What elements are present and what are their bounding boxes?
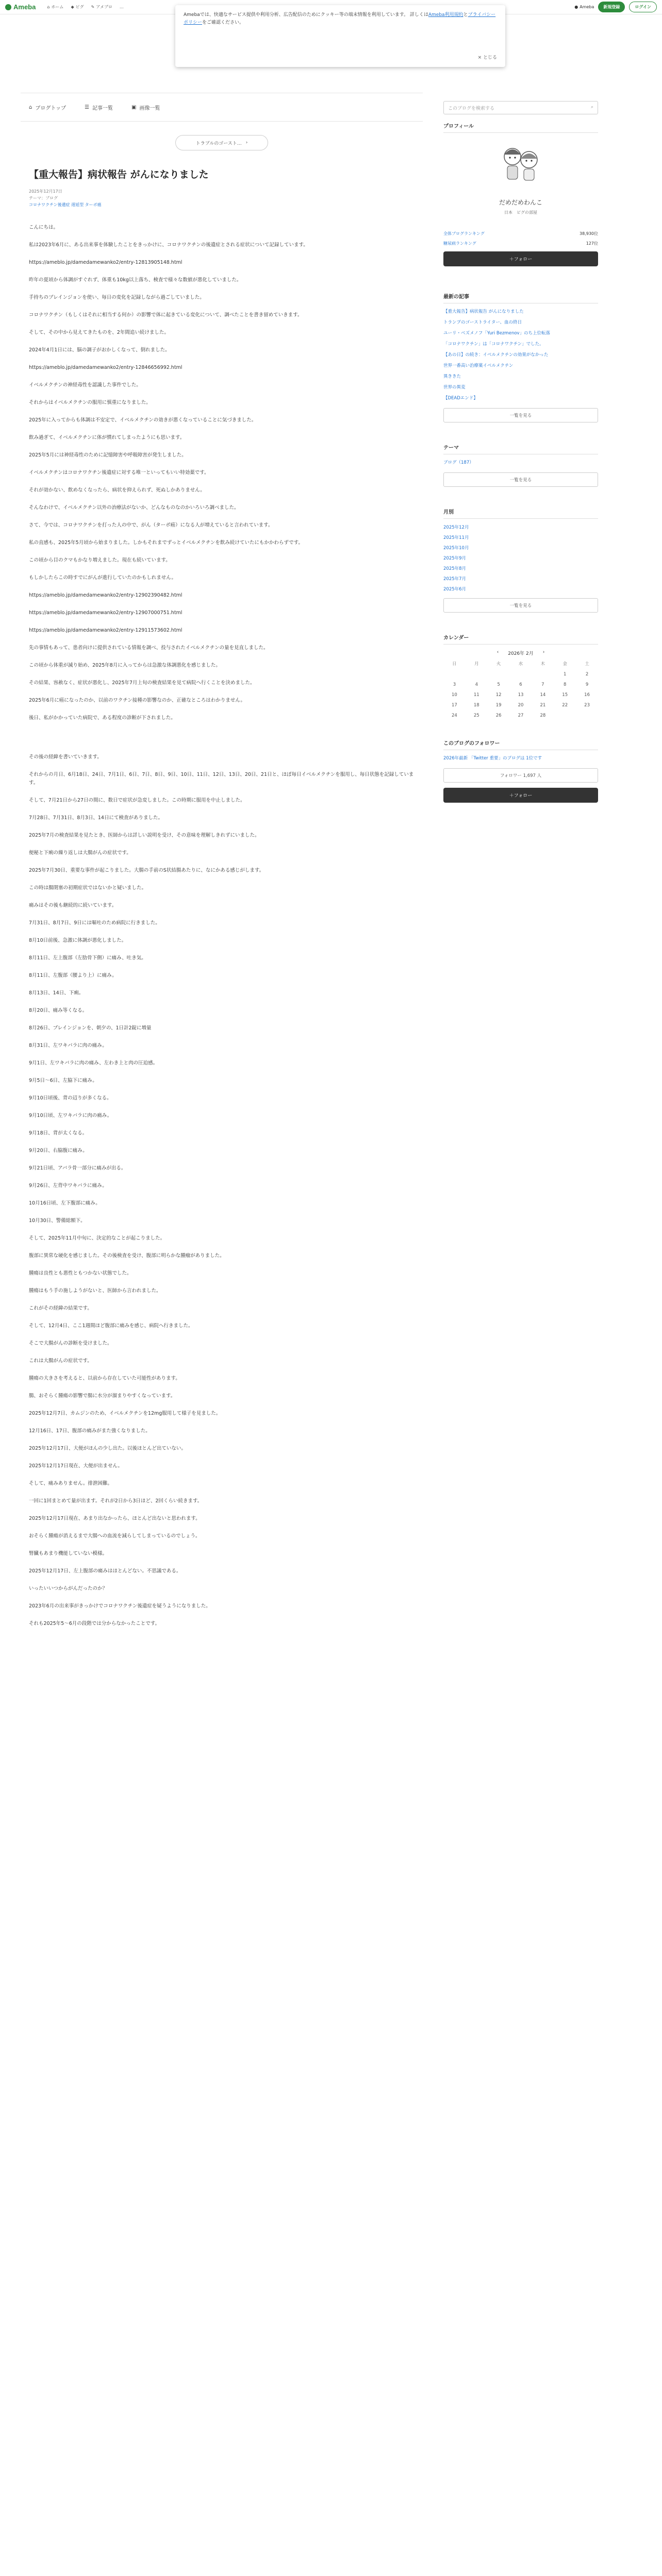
archive-month-link[interactable]: 2025年10月 <box>443 546 469 551</box>
article-paragraph: 9月20日、右脇腹に痛み。 <box>29 1148 88 1154</box>
ameba-logo-icon <box>5 4 11 10</box>
article-paragraph: これがその経緯の結果です。 <box>29 1306 92 1311</box>
archive-more-button[interactable]: 一覧を見る <box>443 598 598 613</box>
privacy-link[interactable]: プライバシーポリシー <box>184 12 496 25</box>
list-icon: ☰ <box>85 104 90 110</box>
profile-heading: プロフィール <box>443 122 598 133</box>
sidebar <box>443 122 598 803</box>
article-paragraph: 2025年6月に癌になったのか、以前のワクチン接種の影響なのか、正確なところはわかりません。 <box>29 698 245 703</box>
calendar-day[interactable]: 18 <box>473 703 479 708</box>
recent-entry-link[interactable]: トランプのゴーストライター、血の終日 <box>443 320 522 325</box>
followers-heading: このブログのフォロワー <box>443 739 598 750</box>
calendar-next-button[interactable]: › <box>542 650 545 655</box>
article-paragraph: そして、痛みありません。排泄困難。 <box>29 1481 112 1486</box>
calendar-weekday: 水 <box>518 662 523 667</box>
article-paragraph: 私は2023年6月に、ある出来事を体験したことをきっかけに、コロナワクチンの後遺症とされる症状について記録しています。 <box>29 242 308 248</box>
ameba-logo[interactable]: Ameba <box>5 3 36 11</box>
calendar-weekday: 火 <box>496 662 501 667</box>
article-paragraph: 2025年12月17日、大便がほんの少し出た。以後ほとんど出ていない。 <box>29 1446 186 1451</box>
article-paragraph: 先の事情もあって、患者向けに提供されている情報を調べ、投与されたイベルメクチンの量を見直しました。 <box>29 645 269 651</box>
signup-button[interactable]: 新規登録 <box>598 2 625 12</box>
article-paragraph: もしかしたらこの時すでにがんが進行していたのかもしれません。 <box>29 575 176 581</box>
article-paragraph: 腫瘍はもう手の施しようがないと、医師から言われました。 <box>29 1288 161 1294</box>
calendar-weekday: 月 <box>474 662 479 667</box>
search-icon[interactable]: ⌕ <box>590 105 593 110</box>
calendar-weekday: 土 <box>585 662 589 667</box>
recent-heading: 最新の記事 <box>443 292 598 303</box>
blog-nav <box>21 93 423 122</box>
article-paragraph: 2025年12月17日、左上腹部の痛みはほとんどない。不思議である。 <box>29 1568 181 1574</box>
calendar-day[interactable]: 15 <box>562 692 568 698</box>
calendar-day[interactable]: 10 <box>452 692 457 698</box>
calendar-day[interactable]: 19 <box>495 703 502 708</box>
entry-link[interactable]: https://ameblo.jp/damedamewanko2/entry-12911573602.html <box>29 628 183 633</box>
article-paragraph: 2023年6月の出来事がきっかけでコロナワクチン後遺症を疑うようになりました。 <box>29 1603 211 1609</box>
calendar-day <box>466 672 488 677</box>
calendar-weekday: 日 <box>452 662 457 667</box>
article-paragraph: この時は腸閉塞の初期症状ではないかと疑いました。 <box>29 885 147 891</box>
article-paragraph: 腸、おそらく腫瘍の影響で腸に水分が溜まりやすくなっています。 <box>29 1393 176 1399</box>
article-paragraph: おそらく腫瘍が消えるまで大腸への血流を減らしてしまっているのでしょう。 <box>29 1533 201 1539</box>
calendar-prev-button[interactable]: ‹ <box>496 650 499 655</box>
article-paragraph: この頃から体重が減り始め、2025年8月に入ってからは急激な体調悪化を感じました。 <box>29 663 221 668</box>
followers-note[interactable]: 2026年最新 「Twitter 重要」のブログは 1位です <box>443 756 542 761</box>
recent-entry-link[interactable]: 【重大報告】病状報告 がんになりました <box>443 309 524 314</box>
article-paragraph: 後日、私がかかっていた病院で、ある程度の診断が下されました。 <box>29 715 176 721</box>
calendar-day[interactable]: 2 <box>585 672 589 677</box>
calendar-day[interactable]: 4 <box>475 682 478 687</box>
article-paragraph: 2025年5月には神経毒性のために記憶障害や呼吸障害が発生しました。 <box>29 452 187 458</box>
article-paragraph: それも2025年5〜6月の段階では分からなかったことです。 <box>29 1621 160 1626</box>
cookie-close-button[interactable]: × とじる <box>477 55 497 60</box>
archive-month-link[interactable]: 2025年8月 <box>443 566 467 571</box>
recent-entry-link[interactable]: 世界の異変 <box>443 385 466 390</box>
article-paragraph: 9月21日頃、アバラ骨一部分に痛みが出る。 <box>29 1165 126 1171</box>
article-date: 2025年12月17日 <box>29 189 62 194</box>
article-paragraph: 私の直感も、2025年5月頃から始まりました。しかもそれまでずっとイベルメクチンを飲み続けていたにもかかわらずです。 <box>29 540 303 546</box>
cookie-banner: Amebaでは、快適なサービス提供や利用分析、広告配信のためにクッキー等の端末情報を利用しています。 詳しくはAmeba利用規約とプライバシーポリシーをご確認ください。 × とじる <box>175 5 505 67</box>
article-paragraph: 8月10日前後、急激に体調が悪化しました。 <box>29 938 127 943</box>
article-paragraph: 12月16日、17日、腹部の痛みがまた強くなりました。 <box>29 1428 151 1434</box>
article-paragraph: 9月10日頃、左ワキバラに肉の痛み。 <box>29 1113 112 1118</box>
calendar-day[interactable]: 17 <box>452 703 457 708</box>
entry-link[interactable]: https://ameblo.jp/damedamewanko2/entry-12846656992.html <box>29 365 183 370</box>
archive-month-link[interactable]: 2025年11月 <box>443 535 469 540</box>
article-paragraph: 10月30日、警備総額下。 <box>29 1218 86 1224</box>
calendar-day <box>510 672 532 677</box>
calendar-day[interactable]: 8 <box>564 682 567 687</box>
calendar-day[interactable]: 6 <box>519 682 522 687</box>
article-paragraph: 9月26日、左背中ワキバラに痛み。 <box>29 1183 107 1189</box>
article-paragraph: 9月1日、左ワキバラに肉の痛み、左わき上と肉の圧迫感。 <box>29 1060 158 1066</box>
header-actions <box>574 2 657 12</box>
close-icon: × <box>477 55 483 60</box>
article-paragraph: 腎臓もあまり機能していない模様。 <box>29 1551 108 1556</box>
article-paragraph: 7月28日、7月31日、8月3日、14日にて検査がありました。 <box>29 815 163 821</box>
followers-section <box>443 739 598 803</box>
article-paragraph: これは大腸がんの症状です。 <box>29 1358 92 1364</box>
article-paragraph: 7月31日、8月7日、9日には嘔吐のため病院に行きました。 <box>29 920 160 926</box>
article-paragraph: 8月20日、痛み等くなる。 <box>29 1008 88 1013</box>
article-meta <box>21 188 423 208</box>
article-paragraph: 8月11日、左腹部（腰より上）に痛み。 <box>29 973 117 978</box>
theme-nav-button[interactable]: トラブルのゴースト… › <box>175 135 268 150</box>
calendar-day[interactable]: 25 <box>473 713 479 718</box>
calendar-day[interactable]: 26 <box>495 713 502 718</box>
calendar-day[interactable]: 22 <box>562 703 568 708</box>
ameba-small-icon: ● <box>574 5 578 9</box>
calendar-day[interactable]: 5 <box>497 682 500 687</box>
article-body-continued <box>21 753 423 1628</box>
article-paragraph: コロナワクチン（もしくはそれに相当する何か）の影響で体に起きている変化について、調べたことを書き留めていきます。 <box>29 312 303 318</box>
article-paragraph: そして、12月4日、ここ1週間ほど腹部に痛みを感じ、病院へ行きました。 <box>29 1323 193 1329</box>
ranking-row[interactable]: 全体ブログランキング 38,930位 <box>443 231 598 236</box>
article-paragraph: そして、7月21日から27日の間に、数日で症状が急変しました。この時期に服用を中止しました。 <box>29 798 245 803</box>
profile-avatar[interactable] <box>495 139 547 191</box>
recent-entry-link[interactable]: ユーリ・ベズメノフ「Yuri Bezmenov」のち上位転落 <box>443 331 551 336</box>
article-paragraph: そして、その中から見えてきたものを、2年間追い続けました。 <box>29 330 169 335</box>
entry-link[interactable]: https://ameblo.jp/damedamewanko2/entry-12813905148.html <box>29 260 183 265</box>
theme-more-button[interactable]: 一覧を見る <box>443 472 598 487</box>
archive-month-link[interactable]: 2025年6月 <box>443 587 467 592</box>
profile-subtitle: 日本 ピグの部屋 <box>504 210 537 215</box>
recent-list <box>443 309 598 402</box>
article-paragraph: 9月5日〜6日、左脇下に痛み。 <box>29 1078 97 1083</box>
top-nav-pigg[interactable]: ◆ ピグ <box>71 5 84 9</box>
chevron-right-icon: › <box>245 140 248 145</box>
calendar-day[interactable]: 9 <box>585 682 589 687</box>
calendar-day[interactable]: 3 <box>453 682 456 687</box>
image-icon: ▣ <box>131 104 137 110</box>
calendar-day[interactable]: 16 <box>584 692 590 698</box>
theme-item[interactable]: ブログ（187） <box>443 460 474 465</box>
article-paragraph: 9月10日頃後、背の辺りが多くなる。 <box>29 1095 112 1101</box>
article-paragraph: 10月16日頃、左下腹部に痛み。 <box>29 1200 101 1206</box>
article-paragraph: 8月11日、左上腹部（左肋骨下側）に痛み、吐き気。 <box>29 955 146 961</box>
article-paragraph: イベルメクチンの神経毒性を認識した事件でした。 <box>29 382 141 388</box>
recent-section <box>443 292 598 422</box>
article-paragraph: 2025年12月17日現在、大便が出ません。 <box>29 1463 123 1469</box>
followers-count[interactable]: フォロワー 1,697 人 <box>443 768 598 783</box>
article-paragraph: 昨年の夏頃から体調がすぐれず、体重も10kg以上落ち、検査で様々な数値が悪化していました。 <box>29 277 242 283</box>
blognav-entries[interactable]: ☰ 記事一覧 <box>85 104 113 111</box>
terms-link[interactable]: Ameba利用規約 <box>428 12 464 18</box>
archive-section <box>443 507 598 613</box>
article-theme[interactable]: テーマ：ブログ <box>29 196 58 200</box>
theme-section <box>443 443 598 487</box>
article-paragraph: その後の経緯を書いていきます。 <box>29 754 102 760</box>
article-paragraph: さて、今では、コロナワクチンを打った人の中で、がん（ターボ癌）になる人が増えていると言われています。 <box>29 522 273 528</box>
article-paragraph: 9月18日、背が太くなる。 <box>29 1130 88 1136</box>
blognav-top[interactable]: ⌂ ブログトップ <box>29 104 67 111</box>
article-paragraph: そして、2025年11月中旬に、決定的なことが起こりました。 <box>29 1235 166 1241</box>
article-paragraph: 手持ちのブレインジョンを使い、毎日の変化を記録しながら過ごしていました。 <box>29 295 205 300</box>
top-nav-home[interactable]: ⌂ ホーム <box>47 5 64 9</box>
article-title[interactable]: 【重大報告】病状報告 がんになりました <box>29 169 209 180</box>
article-paragraph: イベルメクチンはコロナワクチン後遺症に対する唯一といってもいい特効薬です。 <box>29 470 209 476</box>
recent-entry-link[interactable]: 異ききた <box>443 374 461 379</box>
calendar-day <box>488 672 510 677</box>
calendar-day[interactable]: 11 <box>473 692 479 698</box>
follow-button-2[interactable]: ＋フォロー <box>443 788 598 803</box>
blog-search-input[interactable]: このブログを検索する ⌕ <box>443 101 598 114</box>
archive-month-link[interactable]: 2025年7月 <box>443 577 467 582</box>
article-paragraph: それからはイベルメクチンの服用に慎重になりました。 <box>29 400 151 405</box>
calendar-heading: カレンダー <box>443 633 598 645</box>
avatar-illustration <box>495 139 547 191</box>
article-tags[interactable]: コロナワクチン後遺症 遅延型 ターボ癌 <box>29 202 102 207</box>
follow-button[interactable]: ＋フォロー <box>443 251 598 266</box>
profile-section <box>443 122 598 266</box>
calendar-day[interactable]: 24 <box>452 713 457 718</box>
calendar-grid <box>443 660 598 718</box>
article-paragraph: 痛みはその後も継続的に続いています。 <box>29 903 117 908</box>
calendar-day[interactable]: 12 <box>495 692 502 698</box>
article-paragraph: 2025年に入ってからも体調は不安定で、イベルメクチンの効きが悪くなっていることに気づきました。 <box>29 417 257 423</box>
calendar-weekday: 金 <box>562 662 567 667</box>
article-paragraph: 8月13日、14日、下痢。 <box>29 990 84 996</box>
home-icon: ⌂ <box>29 104 32 110</box>
article-paragraph: 便秘と下痢の繰り返しは大腸がんの症状です。 <box>29 850 131 856</box>
archive-month-link[interactable]: 2025年12月 <box>443 525 469 530</box>
article-paragraph: その結果、容赦なく、症状が悪化し、2025年7月上旬の検査結果を見て病院へ行くことを決めました。 <box>29 680 255 686</box>
article-paragraph: そんなわけで、イベルメクチン以外の治療法がないか、どんなものなのかいろいろ調べました。 <box>29 505 239 511</box>
calendar-day <box>554 713 576 718</box>
article-paragraph: この頃から目のクマもかなり増えました。現在も続いています。 <box>29 557 171 563</box>
recent-entry-link[interactable]: 「コロナワクチン」は「コロナワクチン」でした。 <box>443 342 544 347</box>
archive-heading: 月別 <box>443 507 598 519</box>
article-paragraph: 2025年7月30日、重要な事件が起こりました。大腸の手前のS状結腸あたりに、なにかある感じがします。 <box>29 868 264 873</box>
calendar-day[interactable]: 28 <box>540 713 546 718</box>
article-paragraph: 腫瘍は良性とも悪性ともつかない状態でした。 <box>29 1270 132 1276</box>
calendar-day[interactable]: 20 <box>518 703 524 708</box>
archive-month-link[interactable]: 2025年9月 <box>443 556 467 561</box>
article-paragraph: それからの月日、6月18日、24日、7月1日、6日、7日、8日、9日、10日、11日、12日、13日、20日、21日と、ほぼ毎日イベルメクチンを服用し、毎日状態を記録しています。 <box>29 772 414 786</box>
calendar-day[interactable]: 1 <box>564 672 567 677</box>
archive-list <box>443 524 598 592</box>
article-paragraph: 2025年12月17日現在、あまり出なかったら、ほとんど出ないと思われます。 <box>29 1516 201 1521</box>
top-nav-more[interactable]: … <box>119 5 124 9</box>
article-paragraph: 2024年4月1日には、脳の調子がおかしくなって、倒れました。 <box>29 347 170 353</box>
article-paragraph: 腹部に異常な硬化を感じました。その後検査を受け、腹部に明らかな腫瘤がありました。 <box>29 1253 225 1259</box>
article-paragraph: 飲み過ぎて、イベルメクチンに体が慣れてしまったようにも思います。 <box>29 435 185 440</box>
article-paragraph: 8月31日、左ワキバラに肉の痛み。 <box>29 1043 107 1048</box>
blognav-images[interactable]: ▣ 画像一覧 <box>131 104 160 111</box>
entry-link[interactable]: https://ameblo.jp/damedamewanko2/entry-12907000751.html <box>29 610 183 616</box>
recent-entry-link[interactable]: 【DEADエンド】 <box>443 396 478 401</box>
article-paragraph: そこで大腸がんの診断を受けました。 <box>29 1341 112 1346</box>
calendar-month: 2026年 2月 <box>508 651 534 656</box>
theme-heading: テーマ <box>443 443 598 454</box>
calendar-day[interactable]: 13 <box>518 692 524 698</box>
article-paragraph: 一回に1回まとめて量が出ます。それが2日から3日ほど、2回くらい続きます。 <box>29 1498 203 1504</box>
calendar-header <box>443 650 598 656</box>
article-paragraph: 2025年12月7日、カムジンのため、イベルメクチンを12mg服用して様子を見ました。 <box>29 1411 221 1416</box>
profile-name[interactable]: だめだめわんこ <box>499 199 542 206</box>
recent-entry-link[interactable]: 世界一番高い治療薬イベルメクチン <box>443 363 514 368</box>
calendar-day[interactable]: 7 <box>541 682 544 687</box>
article-paragraph: 2025年7月の検査結果を見たとき、医師からは詳しい説明を受け、その意味を理解しきれずにいました。 <box>29 833 260 838</box>
calendar-day[interactable]: 23 <box>584 703 590 708</box>
article-body <box>21 224 423 722</box>
calendar-section <box>443 633 598 718</box>
article <box>21 122 423 1637</box>
top-nav-ameblo[interactable]: ✎ アメブロ <box>91 5 112 9</box>
top-nav <box>47 4 123 10</box>
entry-link[interactable]: https://ameblo.jp/damedamewanko2/entry-12902390482.html <box>29 592 183 598</box>
article-paragraph: それが効かない、飲めなくなったら、病状を抑えられず、死ぬしかありません。 <box>29 487 205 493</box>
header-ameba-link[interactable]: ● Ameba <box>574 5 594 9</box>
recent-more-button[interactable]: 一覧を見る <box>443 408 598 422</box>
calendar-weekday: 木 <box>540 662 545 667</box>
calendar-day[interactable]: 14 <box>540 692 546 698</box>
calendar-day <box>532 672 554 677</box>
article-paragraph: こんにちは。 <box>29 225 59 230</box>
calendar-day[interactable]: 27 <box>518 713 524 718</box>
article-paragraph: 腫瘍の大きさを考えると、以前から存在していた可能性があります。 <box>29 1376 180 1381</box>
article-paragraph: 8月26日、ブレインジョンを、朝夕の、1日計2錠に増量 <box>29 1025 152 1031</box>
login-button[interactable]: ログイン <box>629 2 657 12</box>
recent-entry-link[interactable]: 【あの日】の続き：イベルメクチンの効果がなかった <box>443 352 549 358</box>
calendar-day[interactable]: 21 <box>540 703 546 708</box>
article-paragraph: いったいいつからがんだったのか？ <box>29 1586 108 1591</box>
ranking-row[interactable]: 糖尿病ランキング 127位 <box>443 241 598 246</box>
calendar-day <box>443 672 466 677</box>
